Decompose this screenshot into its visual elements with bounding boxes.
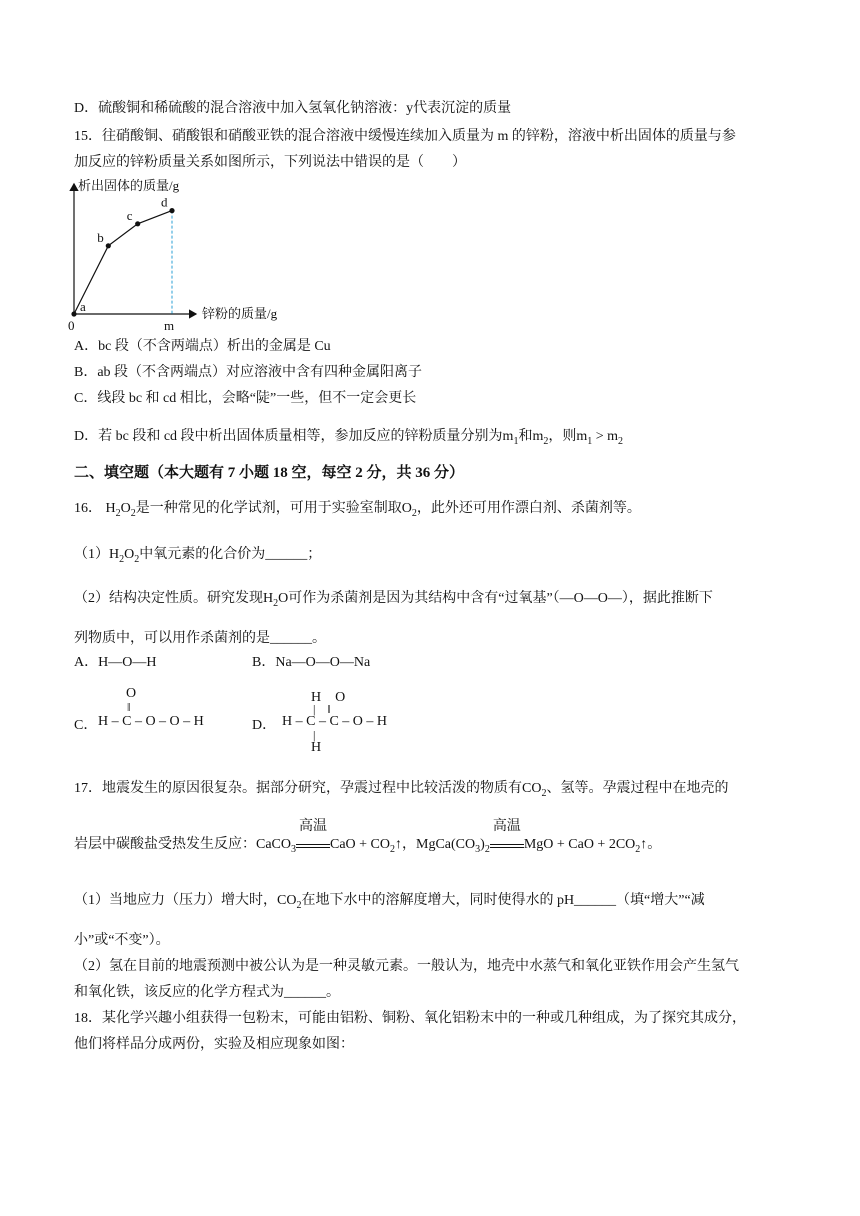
q15-option-c: C．线段 bc 和 cd 相比，会略“陡”一些，但不一定会更长: [74, 391, 417, 406]
q16-option-a: A．H—O—H: [74, 655, 157, 670]
q15-option-a: A．bc 段（不含两端点）析出的金属是 Cu: [74, 339, 331, 354]
q18-line1: 18．某化学兴趣小组获得一包粉末，可能由铝粉、铜粉、氧化铝粉末中的一种或几种组成，为了探究其成分，: [74, 1011, 746, 1026]
q17-part1-line2: 小”或“不变”）。: [74, 933, 170, 948]
q16-option-c-label: C．: [74, 718, 98, 733]
q17-eq1-condition: 高温: [299, 819, 327, 834]
q16-option-d-label: D．: [252, 718, 277, 733]
q14-option-d: D．硫酸铜和稀硫酸的混合溶液中加入氢氧化钠溶液：y代表沉淀的质量: [74, 101, 512, 116]
q17-line1: 17．地震发生的原因很复杂。据部分研究，孕震过程中比较活泼的物质有$CO_2$、氢等。孕震过程中在地壳的: [74, 781, 729, 799]
chart-point-label-a: a: [80, 299, 86, 314]
q16-option-c-top-o: O: [126, 686, 137, 701]
q16-option-d-top: H O: [311, 690, 346, 705]
q16-part2-line1: （2）结构决定性质。研究发现$H_2O$可作为杀菌剂是因为其结构中含有“过氧基”（—O—O—），据此推断下: [74, 591, 713, 609]
chart-series-line: [74, 211, 172, 314]
q15-chart: [64, 176, 304, 336]
q16-option-d-bottom-bond: |: [313, 728, 316, 742]
q17-eq2-condition: 高温: [492, 819, 521, 834]
section-2-title: 二、填空题（本大题有 7 小题 18 空，每空 2 分，共 36 分）: [74, 465, 465, 481]
chart-y-label: 析出固体的质量/g: [78, 178, 180, 193]
chart-point-label-d: d: [161, 194, 168, 210]
chart-point-d: [169, 208, 174, 213]
q15-option-d: D．若 bc 段和 cd 段中析出固体质量相等，参加反应的锌粉质量分别为$m_1$和$m_2$，则$m_1 > m_2$: [74, 429, 624, 447]
q17-part1-line1: （1）当地应力（压力）增大时，$CO_2$在地下水中的溶解度增大，同时使得水的 pH______（填“增大”“减: [74, 893, 705, 911]
q17-part2-line1: （2）氢在目前的地震预测中被公认为是一种灵敏元素。一般认为，地壳中水蒸气和氧化亚铁作用会产生氢气: [74, 959, 739, 974]
q16-option-d-main: H – C – C – O – H: [282, 714, 388, 729]
q18-line2: 他们将样品分成两份，实验及相应现象如图：: [74, 1037, 354, 1052]
chart-point-b: [106, 243, 111, 248]
q16-option-d-bonds: | ‖: [313, 702, 331, 716]
q15-stem-line1: 15．往硝酸铜、硝酸银和硝酸亚铁的混合溶液中缓慢连续加入质量为 m 的锌粉，溶液中析出固体的质量与参: [74, 129, 736, 144]
chart-origin-label: 0: [68, 318, 75, 333]
q16-option-c-double-bond: ‖: [127, 700, 131, 714]
q16-stem: 16． $H_2O_2$是一种常见的化学试剂，可用于实验室制取$O_2$，此外还可用作漂白剂、杀菌剂等。: [74, 501, 641, 519]
q16-option-b: B．Na—O—O—Na: [252, 655, 371, 670]
q16-part1: $(1)H_2O_2$中氧元素的化合价为______；: [74, 547, 322, 565]
chart-point-a: [71, 311, 76, 316]
q15-stem-line2: 加反应的锌粉质量关系如图所示，下列说法中错误的是（ ）: [74, 155, 466, 170]
q16-option-c-main: H – C – O – O – H: [98, 714, 204, 729]
q16-part2-line2: 列物质中，可以用作杀菌剂的是______。: [74, 631, 326, 646]
q15-option-b: B．ab 段（不含两端点）对应溶液中含有四种金属阳离子: [74, 365, 423, 380]
chart-point-c: [135, 221, 140, 226]
q16-option-d-bottom-h: H: [311, 740, 322, 755]
chart-x-tick-m: m: [164, 318, 175, 333]
q17-line2: 岩层中碳酸盐受热发生反应：CaCO$_3$ 高温 CaO + $CO_2↑$，$MgCa(CO_3)_2$ 高温 MgO + CaO + $2CO_2↑$。: [74, 819, 662, 855]
chart-point-label-b: b: [97, 229, 104, 245]
q17-part2-line2: 和氧化铁，该反应的化学方程式为______。: [74, 985, 340, 1000]
chart-x-label: 锌粉的质量/g: [202, 306, 278, 321]
chart-point-label-c: c: [126, 207, 133, 223]
